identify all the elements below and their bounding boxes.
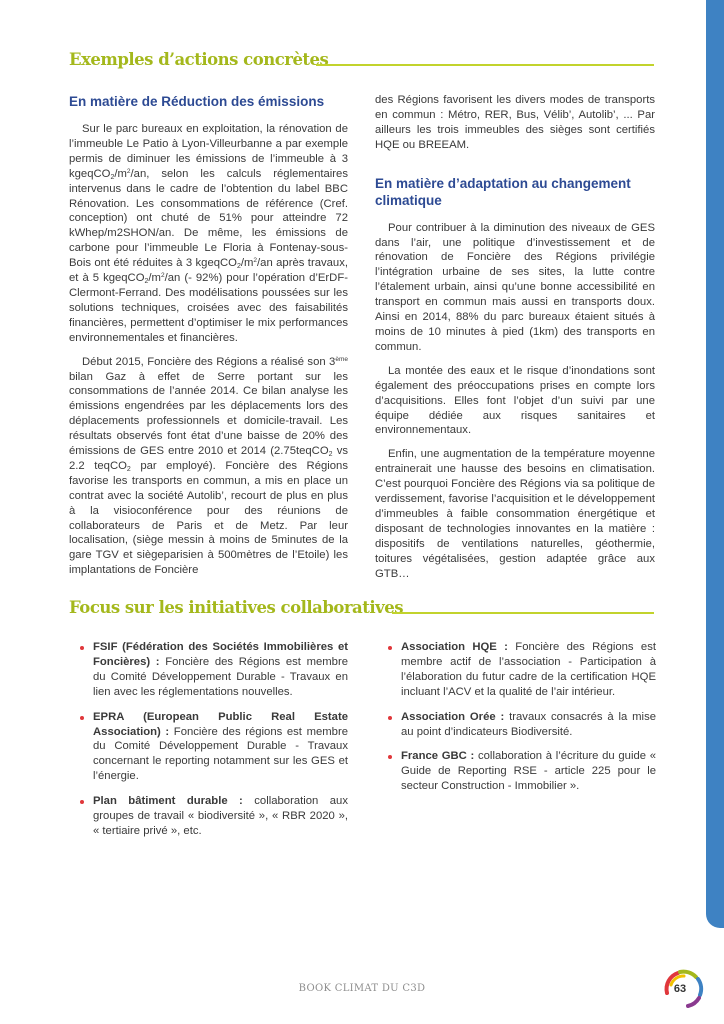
list-item: Association Orée : travaux consacrés à la mise au point d’indicateurs Biodiversité. (388, 710, 656, 740)
bullet-dot (80, 646, 84, 650)
section-rule-focus (392, 612, 654, 614)
list-item: EPRA (European Public Real Estate Association) : Foncière des régions est membre du Comité Développement Durable - Travaux concernant le reporting notamment sur les GES et l’énergie. (80, 710, 348, 785)
list-item: Plan bâtiment durable : collaboration aux groupes de travail « biodiversité », « RBR 2020 », « tertiaire privé », etc. (80, 794, 348, 839)
paragraph-inondations: La montée des eaux et le risque d’inondations sont également des préoccupations prises en compte lors d’acquisitions. Elles font l’objet d’un suivi par une équipe dédiée aux risques sanitaires et environnementaux. (375, 364, 655, 437)
bullet-dot (388, 646, 392, 650)
bullets-right (388, 640, 656, 804)
bullets-left (80, 640, 348, 849)
section-title-actions: Exemples d’actions concrètes (69, 50, 329, 69)
paragraph-renovation: Sur le parc bureaux en exploitation, la rénovation de l’immeuble Le Patio à Lyon-Villeurbanne a par exemple permis de diminuer les émissions de l’immeuble à 3 $kgeqCO_2/m^2/an$, selon les calculs réglementaires intervenus dans le cadre de l’obtention du label BBC Rénovation. Les consommations de référence (Cref. conception) ont chuté de 51% pour atteindre 72 kWhep/m2SHON/an. De même, les émissions de carbone pour l’immeuble Le Floria à Fontenay-sous-Bois ont été réduites à 3 $kgeqCO_2/m^2/an$ après travaux, et à 5 $kgeqCO_2/m^2/an$ (- 92%) pour l’opération d’ErDF-Clermont-Ferrand. Des modélisations poussées sur les solutions techniques, croisées avec des faisabilités financières, permettent d’optimiser le mix performances environnementales et financières. (69, 123, 348, 344)
paragraph-politique-investissement: Pour contribuer à la diminution des niveaux de GES dans l’air, une politique d’investissement et de rénovation de Foncière des Régions privilégie l’intégration urbaine de ses sites, la lutte contre l’étalement urbain, ainsi qu’une bonne accessibilité en transport en commun mais aussi en transports doux. Ainsi en 2014, 88% du parc bureaux étaient situés à moins de 10 minutes à pied (1km) des transports en commun. (375, 221, 655, 353)
bullet-dot (388, 755, 392, 759)
page-number: 63 (673, 983, 687, 995)
paragraph-bilan-ges: Début 2015, Foncière des Régions a réalisé son 3ème bilan Gaz à effet de Serre portant sur les consommations de l’année 2014. Ce bilan analyse les émissions engendrées par les déplacements lors des déplacements professionnels et domicile-travail. Les résultats observés font état d’une baisse de 20% des émissions de GES entre 2010 et 2014 (2.75teqCO$_2$ vs 2.2 teqCO$_2$ par employé). Foncière des Régions favorise les transports en commun, a mis en place un contrat avec la société Autolib’, recourt de plus en plus à la visioconférence pour des réunions de collaborateurs de Paris et de Metz. Par leur localisation, (siège messin à moins de 5minutes de la gare TGV et siègeparisien à 500mètres de l’Etoile) les implantations de Foncière (69, 355, 349, 577)
subtitle-adaptation: En matière d’adaptation au changement climatique (375, 175, 631, 208)
side-tab (706, 0, 724, 928)
column-right (375, 93, 655, 590)
paragraph-temperature: Enfin, une augmentation de la température moyenne entrainerait une hausse des besoins en climatisation. C’est pourquoi Foncière des Régions via sa politique de verdissement, favorise l’acquisition et le développement d’immeubles à faible consommation énergétique et disposant de technologies innovantes en la matière : dispositifs de ventilations naturelles, géothermie, toitures végétalisées, gestion adaptée grâce aux GTB… (375, 448, 655, 580)
list-item: Association HQE : Foncière des Régions est membre actif de l’association - Participation à l’élaboration du futur cadre de la certification HQE incluant l’ACV et la qualité de l’air intérieur. (388, 640, 656, 700)
column-left (69, 93, 348, 587)
section-title-focus: Focus sur les initiatives collaboratives (69, 598, 404, 617)
footer-title: BOOK CLIMAT DU C3D (298, 983, 426, 994)
paragraph-transports-continued: des Régions favorisent les divers modes de transports en commun : Métro, RER, Bus, Vélib’, Autolib’, ... Par ailleurs les trois immeubles des sièges sont certifiés HQE ou BREEAM. (375, 94, 655, 151)
subtitle-reduction: En matière de Réduction des émissions (69, 94, 325, 109)
bullet-dot (80, 716, 84, 720)
bullet-dot (80, 800, 84, 804)
list-item: France GBC : collaboration à l’écriture du guide « Guide de Reporting RSE - article 225 pour le secteur Construction - Immobilier ». (388, 749, 656, 794)
list-item: FSIF (Fédération des Sociétés Immobilières et Foncières) : Foncière des Régions est membre du Comité Développement Durable - Travaux en lien avec les réglementations nouvelles. (80, 640, 348, 700)
bullet-dot (388, 716, 392, 720)
section-rule-actions (316, 64, 654, 66)
